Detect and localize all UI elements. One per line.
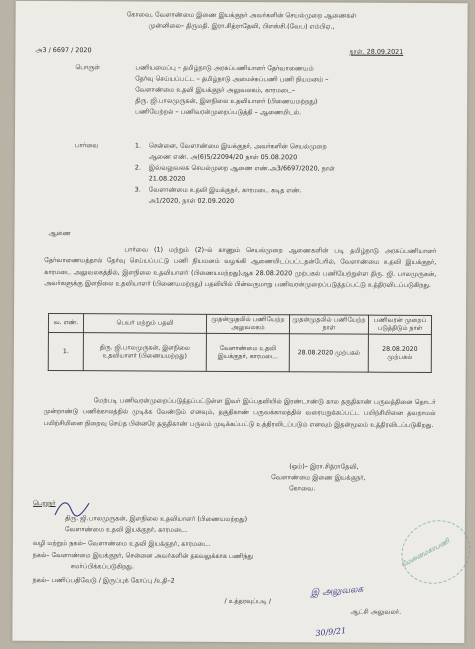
reference-item-line: 21.08.2020 <box>148 174 186 183</box>
table-header: பெயர் மற்றும் பதவி <box>83 314 206 334</box>
subject-line: திரு. ஜி.பாலமுருகன், இளநிலை உதவியாளர் (பிணையமற்றது) <box>135 96 318 106</box>
signature-line-2: வேளாண்மை இணை இயக்குநர், <box>271 473 366 482</box>
signature-line-1: (ஒம்)– இரா.சித்ராதேவி, <box>289 462 359 471</box>
order-paragraph-2: மேற்படி பணிவரன்முறைப்படுத்தப்பட்டுள்ள இவர் இப்பதவியில் இரண்டாண்டு கால தகுதிகாண் பருவத்தினை தொடர் முன்றாண்டு பணிக்காலத்தில் முடிக்க வேண்டும் எனவும், தகுதிகாண் பருவக்காலத்தில் வரையறுக்கப்பட்ட பயிற்சியினை தவறாமல் பயிற்சியினை நிறைவு செய்த பின்னரே தகுதிகாண் பருவம் முடிக்கப்பட்டு உத்திரவிடப்படும் எனவும் இதன்மூலம் உத்திரவிடப்படுகிறது. <box>43 396 436 429</box>
reference-number-3: 3. <box>134 185 141 194</box>
table-cell: 28.08.2020 முற்பகல் <box>368 334 431 372</box>
table-header: வ. எண். <box>48 313 83 332</box>
handwritten-signature: இ அலுவலக <box>310 584 364 599</box>
order-heading: ஆணை <box>48 228 71 238</box>
reference-number-1: 1. <box>134 141 142 150</box>
document-page <box>12 1 467 643</box>
table-header: முதன்முதலில் பணியேற்ற அலுவலகம் <box>206 314 289 333</box>
subject-line: வேளாண்மை உதவி இயக்குநர் அலுவலகம், காரமடை– <box>135 85 296 95</box>
subject-line: பணியேற்றல் – பணிவரன்முறைப்படுத்தி – ஆணையிடல். <box>135 107 302 117</box>
reference-number: அ3 / 6697 / 2020 <box>35 45 92 55</box>
reference-item-line: இவ்வலுவலக செயல்முறை ஆணை எண்.அ3/6697/2020, நாள் <box>148 163 335 173</box>
table-cell: 1. <box>48 332 83 370</box>
table-header: முதன்முதலில் பணியேற்ற நாள் <box>289 315 368 334</box>
true-copy-note: / உத்தரவுப்படி / <box>224 596 272 606</box>
subject-label: பொருள் <box>75 63 101 72</box>
reference-item-line: அ1/2020, நாள் 02.09.2020 <box>148 196 235 205</box>
stamp-text: மேனைமகாபணி <box>399 537 451 569</box>
reference-item-line: ஆணை எண். அ(6)5/22094/20 நாள் 05.08.2020 <box>148 152 298 162</box>
header-line-2: முன்னிலை– திருமதி. இரா.சித்ராதேவி, பிஎஸ்சி.(வேப) எம்பிஏ., <box>148 21 335 31</box>
table-row <box>48 332 431 372</box>
table-header-row <box>48 313 431 334</box>
recipient-line: நகல்– வேளாண்மை இயக்குநர், சென்னை அவர்களின் தகவலுக்காக பணிந்து <box>32 550 253 561</box>
signature-line-3: கோவை. <box>289 484 316 493</box>
table-header: பணிவரன் முறைப் படுத்திடும் நாள் <box>368 315 431 334</box>
recipient-line: சமர்ப்பிக்கப்படுகிறது. <box>70 562 134 571</box>
officer-title: ஆட்சி அலுவலர். <box>350 607 402 616</box>
recipient-line: வேளாண்மை உதவி இயக்குநர், காரமடை. <box>64 525 188 534</box>
recipient-line: நகல்– பணிப்பதிவேடு / இருப்புக் கோப்பு /உதி–2 <box>32 575 175 585</box>
subject-line: பணியமைப்பு – தமிழ்நாடு அரசுப்பணியாளர் தேர்வாணையம் <box>135 63 314 73</box>
reference-item-line: வேளாண்மை உதவி இயக்குநர், காரமடை கடித எண். <box>148 185 302 195</box>
reference-item-line: சென்னை, வேளாண்மை இயக்குநர், அவர்களின் செயல்முறை <box>148 141 327 151</box>
subject-line: தேர்வு செய்யப்பட்ட – தமிழ்நாடு அமைச்சுப்பணி பணி நியமனம் – <box>135 74 329 84</box>
recipients-label: பெறுநர் <box>33 498 56 508</box>
handwritten-date: 30/9/21 <box>315 625 347 638</box>
header-line-1: கோவை, வேளாண்மை இணை இயக்குநர் அவர்களின் செயல்முறை ஆணைகள் <box>126 10 357 20</box>
order-date: நாள். 28.09.2021 <box>349 47 404 56</box>
table-cell: திரு. ஜி.பாலமுருகன், இளநிலை உதவியாளர் (பிணையமற்றது) <box>83 333 206 372</box>
regularisation-table <box>48 313 432 373</box>
recipient-line: வழி மற்றும் நகல்– வேளாண்மை உதவி இயக்குநர், காரமடை. <box>32 538 211 548</box>
handwritten-initial <box>53 495 93 523</box>
reference-number-2: 2. <box>134 163 141 172</box>
table-cell: 28.08.2020 முற்பகல் <box>289 334 368 372</box>
table-cell: வேளாண்மை உதவி இயக்குநர், காரமடை. <box>206 333 289 371</box>
reference-label: பார்வை <box>74 141 99 150</box>
order-paragraph-1: பார்வை (1) மற்றும் (2)–ல் காணும் செயல்முறை ஆணைகளின் படி தமிழ்நாடு அரசுப்பணியாளர் தேர்வாணையத்தால் தேர்வு செய்யப்பட்டு பணி நியமனம் வழங்கி ஆணையிடப்பட்டதன்பேரில், வேளாண்மை உதவி இயக்குநர், காரமடை அலுவலகத்தில், இளநிலை உதவியாளர் (பிணையமற்றது)ஆக 28.08.2020 முற்பகல் பணியேற்றுள்ள திரு. ஜி. பாலமுருகன், அவர்களுக்கு இளநிலை உதவியாளர் (பிணையமற்றது) பதவியில் பின்வருமாறு பணிவரன்முறைப்படுத்தப்பட்டு உத்திரவிடப்படுகிறது. <box>44 245 437 289</box>
recipient-line: திரு. ஜி.பாலமுருகன், இளநிலை உதவியாளர் (பிணையமற்றது) <box>64 514 248 524</box>
